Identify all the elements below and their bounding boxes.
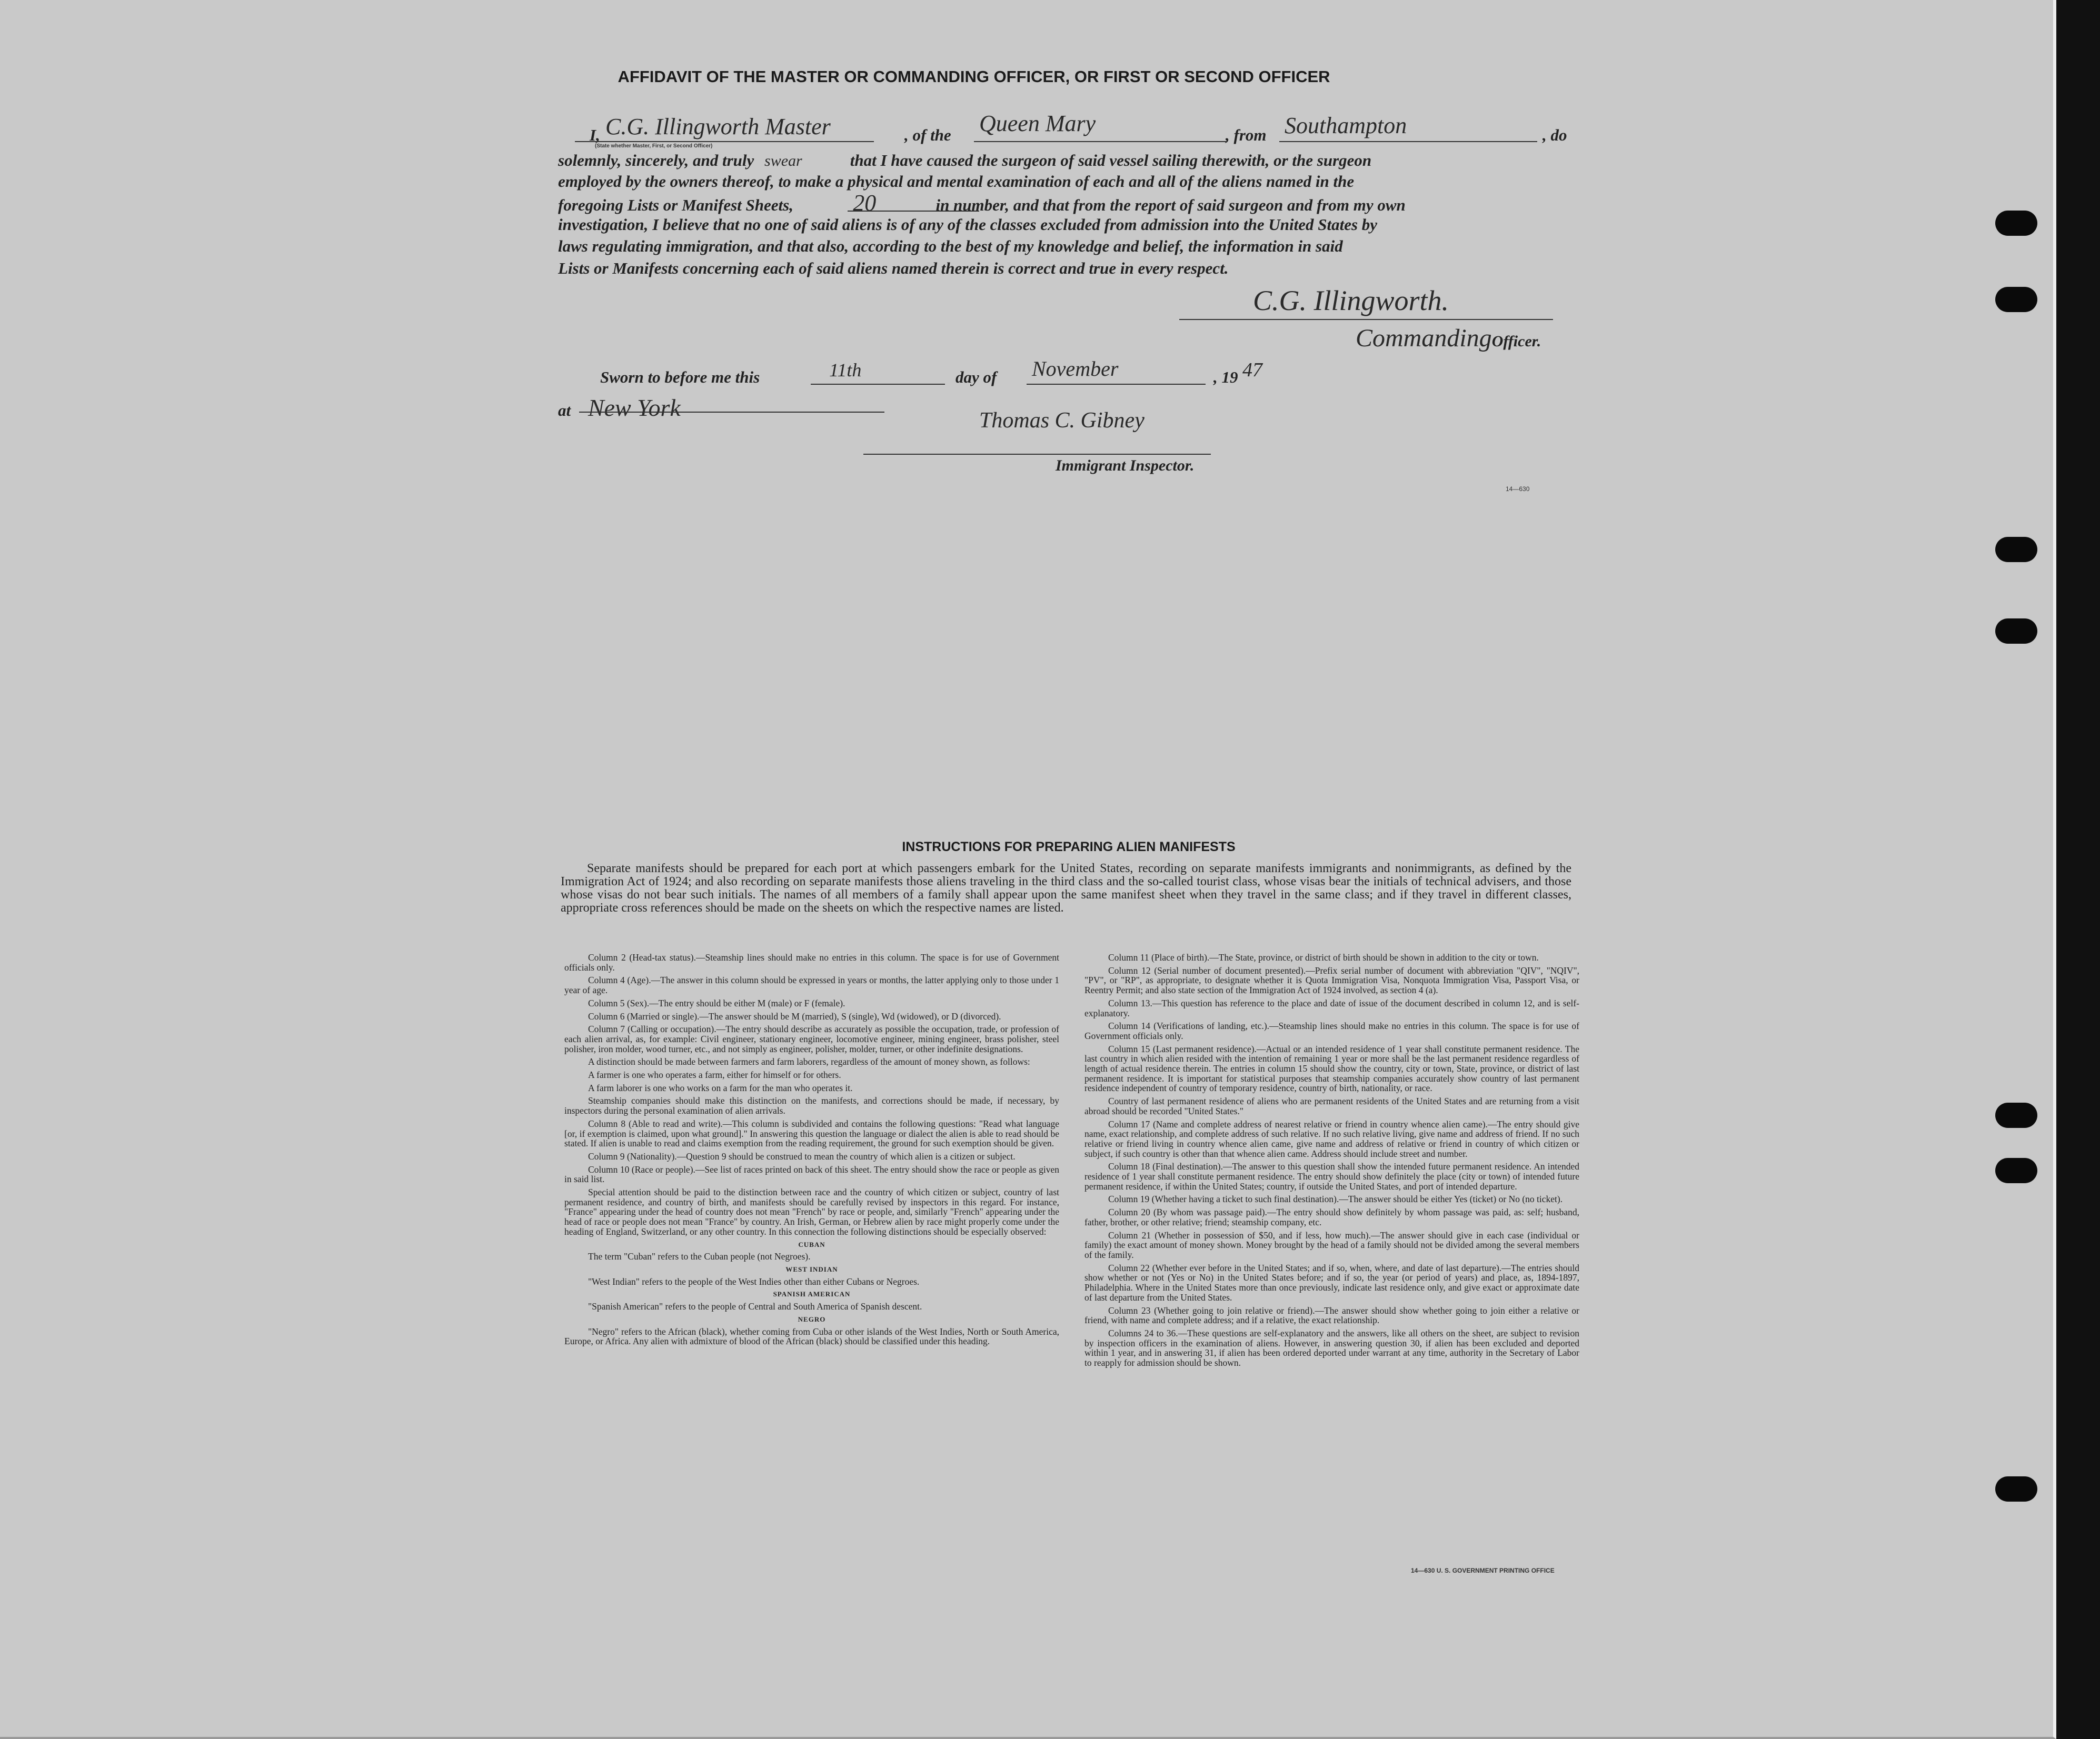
affidavit-line: investigation, I believe that no one of said aliens is of any of the classes excluded from admission into the United States by (558, 215, 1378, 234)
inspector-signature: Thomas C. Gibney (979, 408, 1144, 433)
instructions-intro: Separate manifests should be prepared for each port at which passengers embark for the United States, recording on separate manifests immigrants and nonimmigrants, as defined by the Immigration Act of 1924; and also recording on separate manifests those aliens traveling in the third class and the so-called tourist class, whose visas bear the initials of technical advisers, and those whose visas do not bear such initials. The names of all members of a family shall appear upon the same manifest sheet when they travel in the same class; and if they travel in different classes, appropriate cross references should be made on the sheets on which the respective names are listed. (561, 862, 1571, 915)
punch-hole (1995, 1103, 2037, 1128)
instruction-paragraph: Column 14 (Verifications of landing, etc.).—Steamship lines should make no entries in this column. The space is for use of Government officials only. (1084, 1021, 1579, 1041)
instruction-paragraph: A farm laborer is one who works on a farm for the man who operates it. (588, 1082, 853, 1093)
handwritten-place: New York (588, 394, 681, 421)
inspector-rule (863, 454, 1211, 455)
section-heading: CUBAN (798, 1240, 825, 1248)
instruction-paragraph: A distinction should be made between farmers and farm laborers, regardless of the amount of money shown, as follows: (588, 1056, 1030, 1067)
instruction-paragraph: Column 10 (Race or people).—See list of races printed on back of this sheet. The entry should show the race or people as given in said list. (564, 1164, 1059, 1185)
handwritten-oath: swear (764, 152, 802, 169)
vessel-rule (974, 141, 1227, 142)
day-rule (811, 384, 945, 385)
month-rule (1027, 384, 1206, 385)
instruction-paragraph: Column 20 (By whom was passage paid).—The entry should show definitely by whom passage was paid, as: self; husband, father, brother, or other relative; friend; steamship company, etc. (1084, 1207, 1579, 1227)
instruction-paragraph: Column 21 (Whether in possession of $50, and if less, how much).—The answer should give in each case (individual or family) the exact amount of money shown. Money brought by the head of a family should not be divided among the several members of the family. (1084, 1230, 1579, 1260)
place-line: at New York (558, 394, 681, 421)
punch-hole (1995, 1158, 2037, 1183)
affidavit-title: AFFIDAVIT OF THE MASTER OR COMMANDING OFFICER, OR FIRST OR SECOND OFFICER (618, 67, 1330, 86)
instruction-paragraph: Column 17 (Name and complete address of nearest relative or friend in country whence alien came).—The entry should give name, exact relationship, and complete address of such relative. If no such relative living, give name and address of friend. If no such relative or friend living in country whence alien came, give name and address of relative or friend in country of which citizen or subject, if such country is other than that whence alien came. Address should include street and number. (1084, 1118, 1579, 1159)
printer-imprint: 14—630 U. S. GOVERNMENT PRINTING OFFICE (1411, 1567, 1555, 1574)
punch-hole (1995, 537, 2037, 562)
instruction-paragraph: The term "Cuban" refers to the Cuban people (not Negroes). (588, 1251, 811, 1262)
punch-hole (1995, 1476, 2037, 1502)
punch-hole (1995, 211, 2037, 236)
handwritten-month: November (1032, 357, 1119, 381)
instruction-paragraph: Column 8 (Able to read and write).—This column is subdivided and contains the following questions: "Read what language [or, if exemption is claimed, upon what ground]." In answering this question the language or dialect the alien is able to read should be stated. If alien is unable to read and claims exemption from the reading requirement, the ground for such exemption should be given. (564, 1118, 1059, 1149)
instructions-left-column (564, 953, 1059, 1350)
instruction-paragraph: Column 19 (Whether having a ticket to such final destination).—The answer should be either Yes (ticket) or No (no ticket). (1108, 1194, 1563, 1205)
handwritten-officer-name: C.G. Illingworth Master (605, 114, 831, 139)
handwritten-year: 47 (1242, 359, 1262, 381)
instruction-paragraph: Country of last permanent residence of aliens who are permanent residents of the United States and are returning from a visit abroad should be recorded "United States." (1084, 1096, 1579, 1116)
sheet-count-rule (848, 211, 979, 212)
name-rule (575, 141, 874, 142)
instruction-paragraph: Column 6 (Married or single).—The answer should be M (married), S (single), Wd (widowed), or D (divorced). (588, 1011, 1001, 1022)
instruction-paragraph: Column 7 (Calling or occupation).—The entry should describe as accurately as possible the occupation, trade, or profession of each alien arrival, as, for example: Civil engineer, stationary engineer, locomotive engineer, mining engineer, brass polisher, steel polisher, iron molder, wood turner, etc., and not simply as engineer, polisher, molder, turner, or other indefinite designations. (564, 1024, 1059, 1054)
instruction-paragraph: Column 23 (Whether going to join relative or friend).—The answer should show whether going to join either a relative or friend, with name and complete address; and if a relative, the exact relationship. (1084, 1305, 1579, 1326)
punch-hole (1995, 618, 2037, 644)
instruction-paragraph: Column 5 (Sex).—The entry should be either M (male) or F (female). (588, 997, 845, 1008)
handwritten-sheet-count: 20 (853, 190, 877, 216)
instruction-paragraph: Columns 24 to 36.—These questions are self-explanatory and the answers, like all others on the sheet, are subject to revision by inspection officers in the examination of aliens. However, in answering question 30, if alien has been excluded and deported within 1 year, and in answering 31, if alien has been ordered deported under warrant at any time, authority in the Secretary of Labor to reapply for admission should be shown. (1084, 1327, 1579, 1368)
instruction-paragraph: Steamship companies should make this distinction on the manifests, and corrections should be made, if necessary, by inspectors during the personal examination of alien arrivals. (564, 1095, 1059, 1116)
instruction-paragraph: "Negro" refers to the African (black), whether coming from Cuba or other islands of the West Indies, North or South America, Europe, or Africa. Any alien with admixture of blood of the African (black) should be classified under this heading. (564, 1326, 1059, 1347)
instruction-paragraph: "West Indian" refers to the people of the West Indies other than either Cubans or Negroes. (588, 1276, 920, 1287)
instruction-paragraph: Column 12 (Serial number of document presented).—Prefix serial number of document with abbreviation "QIV", "NQIV", "PV", or "RP", as appropriate, to designate whether it is Quota Immigration Visa, Nonquota Immigration Visa, Passport Visa, or Reentry Permit; and also state section of the Immigration Act of 1924 involved, as section 4 (a). (1084, 965, 1579, 996)
manifest-sheet: AFFIDAVIT OF THE MASTER OR COMMANDING OFFICER, OR FIRST OR SECOND OFFICER I, C.G. Illingworth Master , of the Queen Mary , from Southampton , do (State whether Master, First, or Second Officer) solemnly, sincerely, and truly swear that I have caused the surgeon of said vessel sailing therewith, or the surgeon employed by the owners thereof, to make a physical and mental examination of each and all of the aliens named in the foregoing Lists or Manifest Sheets, 20 in number, and that from the report of said surgeon and from my own investigation, I believe that no one of said aliens is of any of the classes excluded from admission into the United States by laws regulating immigration, and that also, according to the best of my knowledge and belief, the information in said Lists or Manifests concerning each of said aliens named therein is correct and true in every respect. C.G. Illingworth. CommandingOfficer. Sworn to before me this 11th day of November , 19 47 at New York Thomas C. Gibney Immigrant Inspector. 14—630 INSTRUCTIONS FOR PREPARING ALIEN MANIFESTS Separate manifests should be prepared for each port at which passengers embark for the United States, recording on separate manifests immigrants and nonimmigrants, as defined by the Immigration Act of 1924; and also recording on separate manifests those aliens traveling in the third class and the so-called tourist class, whose visas bear the initials of technical advisers, and those whose visas do not bear such initials. The names of all members of a family shall appear upon the same manifest sheet when they travel in the same class; and if they travel in different classes, appropriate cross references should be made on the sheets on which the respective names are listed. Column 2 (Head-tax status).—Steamship lines should make no entries in this column. The space is for use of Government officials only. Column 4 (Age).—The answer in this column should be expressed in years or months, the latter applying only to those under 1 year of age. Column 5 (Sex).—The entry should be either M (male) or F (female). Column 6 (Married or single).—The answer should be M (married), S (single), Wd (widowed), or D (divorced). Column 7 (Calling or occupation).—The entry should describe as accurately as possible the occupation, trade, or profession of each alien arrival, as, for example: Civil engineer, stationary engineer, locomotive engineer, mining engineer, brass polisher, steel polisher, iron molder, wood turner, etc., and not simply as engineer, polisher, molder, turner, or other indefinite designations. A distinction should be made between farmers and farm laborers, regardless of the amount of money shown, as follows: A farmer is one who operates a farm, either for himself or for others. A farm laborer is one who works on a farm for the man who operates it. Steamship companies should make this distinction on the manifests, and corrections should be made, if necessary, by inspectors during the personal examination of alien arrivals. Column 8 (Able to read and write).—This column is subdivided and contains the following questions: "Read what language [or, if exemption is claimed, upon what ground]." In answering this question the language or dialect the alien is able to read should be stated. If alien is unable to read and claims exemption from the reading requirement, the ground for such exemption should be given. Column 9 (Nationality).—Question 9 should be construed to mean the country of which alien is a citizen or subject. Column 10 (Race or people).—See list of races printed on back of this sheet. The entry should show the race or people as given in said list. Special attention should be paid to the distinction between race and the country of which citizen or subject, country of last permanent residence, and country of birth, and manifests should be carefully revised by inspectors in this regard. For instance, "France" appearing under the head of country does not mean "French" by race or people, and, similarly "French" appearing under the head of race or people does not mean "France" by country. An Irish, German, or Hebrew alien by race might properly come under the heading of England, Switzerland, or any other country. In this connection the following distinctions should be especially observed: CUBAN The term "Cuban" refers to the Cuban people (not Negroes). WEST INDIAN "West Indian" refers to the people of the West Indies other than either Cubans or Negroes. SPANISH AMERICAN "Spanish American" refers to the people of Central and South America of Spanish descent. NEGRO "Negro" refers to the African (black), whether coming from Cuba or other islands of the West Indies, North or South America, Europe, or Africa. Any alien with admixture of blood of the African (black) should be classified under this heading. Column 11 (Place of birth).—The State, province, or district of birth should be shown in addition to the city or town. Column 12 (Serial number of document presented).—Prefix serial number of document with abbreviation "QIV", "NQIV", "PV", or "RP", as appropriate, to designate whether it is Quota Immigration Visa, Nonquota Immigration Visa, Passport Visa, or Reentry Permit; and also state section of the Immigration Act of 1924 involved, as section 4 (a). Column 13.—This question has reference to the place and date of issue of the document described in column 12, and is self-explanatory. Column 14 (Verifications of landing, etc.).—Steamship lines should make no entries in this column. The space is for use of Government officials only. Column 15 (Last permanent residence).—Actual or an intended residence of 1 year shall constitute permanent residence. The last country in which alien resided with the intention of remaining 1 year or more shall be the last permanent residence regardless of length of actual residence therein. The entries in column 15 should show the country, city or town, State, province, or district of last permanent residence. It is important for statistical purposes that steamship companies accurately show country of last permanent residence independent of country of temporary residence, country of birth, nationality, or race. Country of last permanent residence of aliens who are permanent residents of the United States and are returning from a visit abroad should be recorded "United States." Column 17 (Name and complete address of nearest relative or friend in country whence alien came).—The entry should give name, exact relationship, and complete address of such relative. If no such relative living, give name and address of friend. If no such relative or friend living in country whence alien came, give name and address of relative or friend in country of which citizen or subject, if such country is other than that whence alien came. Address should include street and number. Column 18 (Final destination).—The answer to this question shall show the intended future permanent residence. An intended residence of 1 year shall constitute permanent residence. The entry should show definitely the place (city or town) of intended future permanent residence, if within the United States; country, if outside the United States, and port of intended departure. Column 19 (Whether having a ticket to such final destination).—The answer should be either Yes (ticket) or No (no ticket). Column 20 (By whom was passage paid).—The entry should show definitely by whom passage was paid, as: self; husband, father, brother, or other relative; friend; steamship company, etc. Column 21 (Whether in possession of $50, and if less, how much).—The answer should give in each case (individual or family) the exact amount of money shown. Money brought by the head of a family should not be divided among the several members of the family. Column 22 (Whether ever before in the United States; and if so, when, where, and date of last departure).—The entries should show whether or not (Yes or No) in the United States before; and if so, the year (or period of years) and place, as, 1894-1897, Philadelphia. Where in the United States more than once previously, indicate last residence only, and give exact or approximate date of last departure from the United States. Column 23 (Whether going to join relative or friend).—The answer should show whether going to join either a relative or friend, with name and complete address; and if a relative, the exact relationship. Columns 24 to 36.—These questions are self-explanatory and the answers, like all others on the sheet, are subject to revision by inspection officers in the examination of aliens. However, in answering question 30, if alien has been excluded and deported within 1 year, and in answering 31, if alien has been ordered deported under warrant at any time, authority in the Secretary of Labor to reapply for admission should be shown. 14—630 U. S. GOVERNMENT PRINTING OFFICE (0, 0, 2056, 1739)
section-heading: WEST INDIAN (785, 1265, 838, 1273)
officer-title: CommandingOfficer. (1356, 324, 1541, 352)
instruction-paragraph: Column 9 (Nationality).—Question 9 should be construed to mean the country of which alien is a citizen or subject. (588, 1151, 1016, 1162)
instructions-title: INSTRUCTIONS FOR PREPARING ALIEN MANIFESTS (902, 839, 1236, 854)
instruction-paragraph: A farmer is one who operates a farm, either for himself or for others. (588, 1070, 841, 1081)
instruction-paragraph: Column 4 (Age).—The answer in this column should be expressed in years or months, the latter applying only to those under 1 year of age. (564, 975, 1059, 996)
affidavit-line: foregoing Lists or Manifest Sheets, 20 in number, and that from the report of said surgeon and from my own (558, 190, 1406, 216)
affidavit-line: employed by the owners thereof, to make a physical and mental examination of each and all of the aliens named in the (558, 172, 1355, 191)
affidavit-line: solemnly, sincerely, and truly swear that I have caused the surgeon of said vessel sailing therewith, or the surgeon (558, 150, 1569, 172)
affidavit-line: Lists or Manifests concerning each of said aliens named therein is correct and true in every respect. (558, 259, 1229, 277)
handwritten-port: Southampton (1285, 113, 1407, 138)
place-rule (579, 412, 884, 413)
instructions-right-column (1084, 953, 1579, 1371)
handwritten-day: 11th (829, 359, 862, 381)
punch-hole (1995, 287, 2037, 312)
instruction-paragraph: Column 22 (Whether ever before in the United States; and if so, when, where, and date of last departure).—The entries should show whether or not (Yes or No) in the United States before; and if so, the year (or period of years) and place, as, 1894-1897, Philadelphia. Where in the United States more than once previously, indicate last residence only, and give exact or approximate date of last departure from the United States. (1084, 1262, 1579, 1303)
instruction-paragraph: Column 11 (Place of birth).—The State, province, or district of birth should be shown in addition to the city or town. (1108, 952, 1539, 963)
port-rule (1279, 141, 1537, 142)
handwritten-vessel-name: Queen Mary (979, 111, 1096, 136)
master-signature: C.G. Illingworth. (1253, 285, 1449, 316)
inspector-label: Immigrant Inspector. (1056, 457, 1195, 474)
instruction-paragraph: Column 18 (Final destination).—The answer to this question shall show the intended future permanent residence. An intended residence of 1 year shall constitute permanent residence. The entry should show definitely the place (city or town) of intended future permanent residence, if within the United States; country, if outside the United States, and port of intended departure. (1084, 1161, 1579, 1192)
instruction-paragraph: Column 15 (Last permanent residence).—Actual or an intended residence of 1 year shall constitute permanent residence. The last country in which alien resided with the intention of remaining 1 year or more shall be the last permanent residence regardless of length of actual residence therein. The entries in column 15 should show the country, city or town, State, province, or district of last permanent residence. It is important for statistical purposes that steamship companies accurately show country of last permanent residence independent of country of temporary residence, country of birth, nationality, or race. (1084, 1043, 1579, 1094)
affidavit-line: laws regulating immigration, and that also, according to the best of my knowledge and belief, the information in said (558, 237, 1343, 255)
instruction-paragraph: Column 13.—This question has reference to the place and date of issue of the document described in column 12, and is self-explanatory. (1084, 997, 1579, 1018)
section-heading: SPANISH AMERICAN (773, 1290, 851, 1298)
signature-rule (1179, 319, 1553, 320)
instruction-paragraph: "Spanish American" refers to the people of Central and South America of Spanish descent. (588, 1301, 922, 1312)
officer-rank-caption: (State whether Master, First, or Second Officer) (595, 143, 713, 149)
form-number: 14—630 (1506, 485, 1530, 493)
instruction-paragraph: Special attention should be paid to the distinction between race and the country of which citizen or subject, country of last permanent residence, and country of birth, and manifests should be carefully revised by inspectors in this regard. For instance, "France" appearing under the head of country does not mean "French" by race or people, and, similarly "French" appearing under the head of race or people does not mean "France" by country. An Irish, German, or Hebrew alien by race might properly come under the heading of England, Switzerland, or any other country. In this connection the following distinctions should be especially observed: (564, 1187, 1059, 1237)
instruction-paragraph: Column 2 (Head-tax status).—Steamship lines should make no entries in this column. The space is for use of Government officials only. (564, 952, 1059, 973)
section-heading: NEGRO (798, 1315, 826, 1323)
